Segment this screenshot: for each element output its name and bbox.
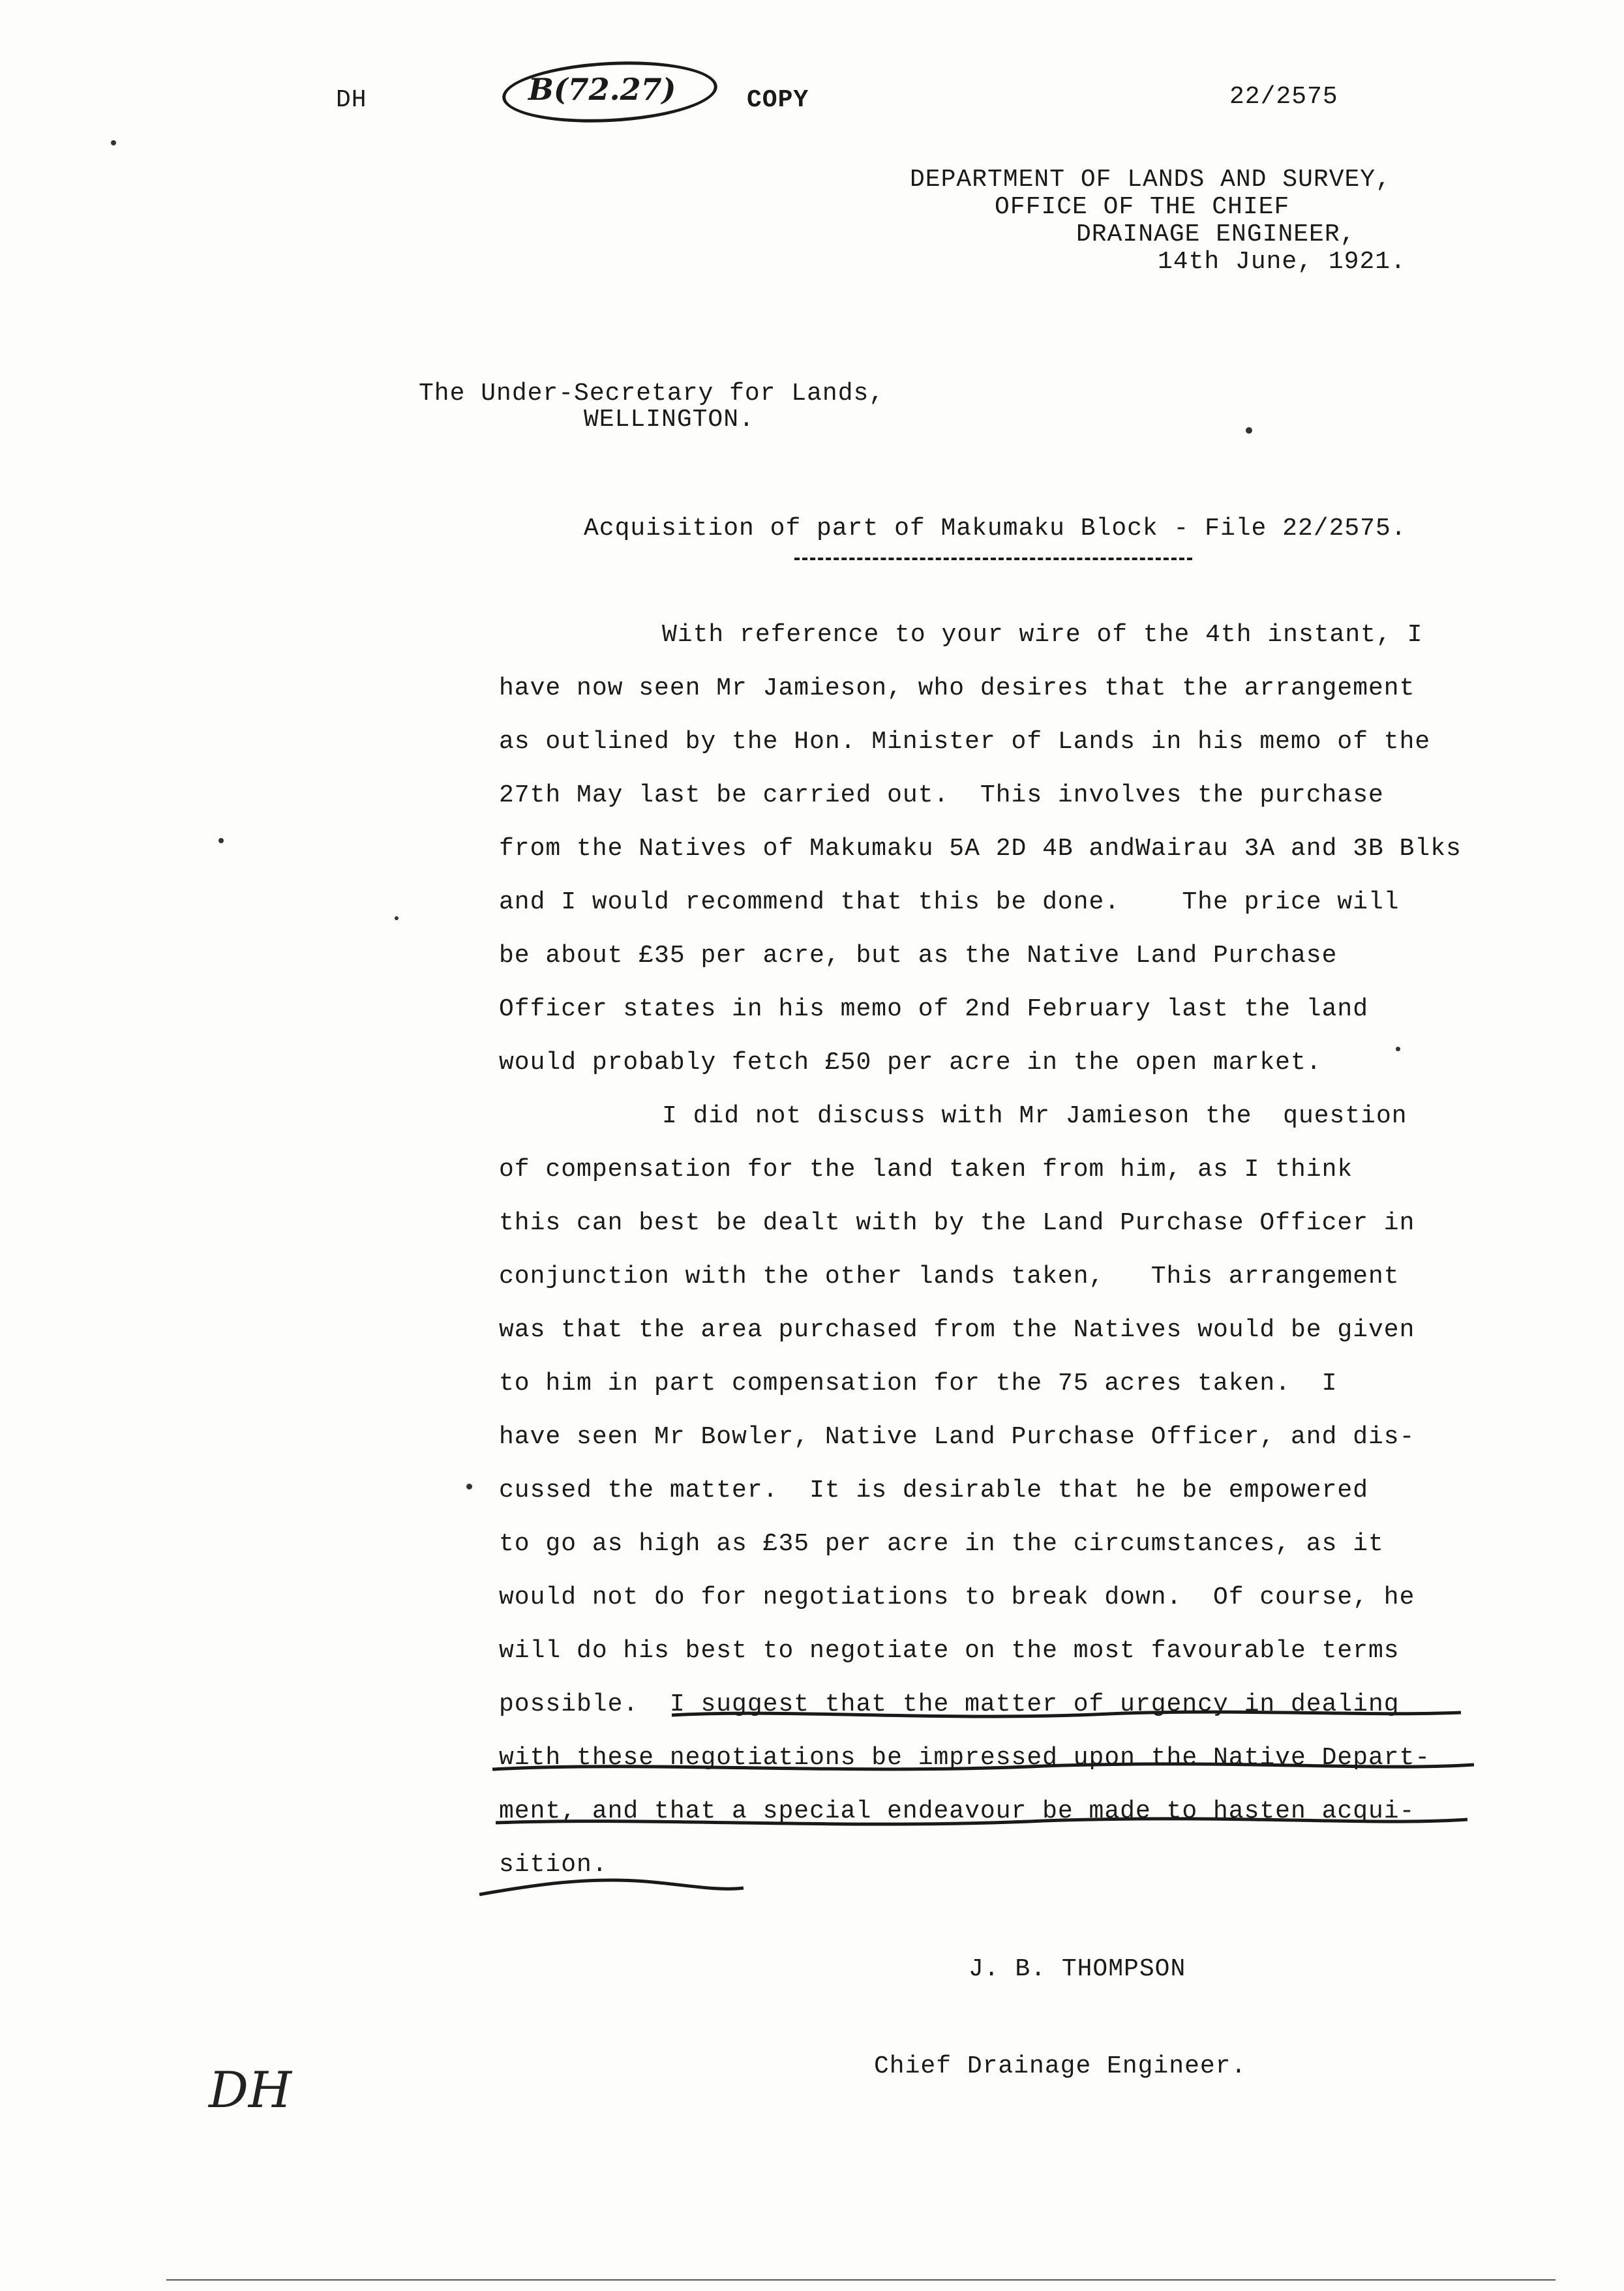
body-line: conjunction with the other lands taken, This arrangement <box>499 1263 1400 1291</box>
body-line: 27th May last be carried out. This involves the purchase <box>499 781 1384 809</box>
body-line: this can best be dealt with by the Land Purchase Officer in <box>499 1209 1415 1237</box>
body-line: of compensation for the land taken from him, as I think <box>499 1156 1353 1184</box>
scan-speck <box>1396 1047 1400 1051</box>
addressee-line-2: WELLINGTON. <box>584 406 755 434</box>
body-line: Officer states in his memo of 2nd February last the land <box>499 995 1369 1023</box>
body-line: from the Natives of Makumaku 5A 2D 4B andWairau 3A and 3B Blks <box>499 835 1462 863</box>
body-line: possible. I suggest that the matter of urgency in dealing <box>499 1690 1400 1718</box>
scan-speck <box>1246 427 1252 434</box>
body-line: With reference to your wire of the 4th instant, I <box>662 621 1423 649</box>
body-line: have now seen Mr Jamieson, who desires that the arrangement <box>499 674 1415 702</box>
body-line: with these negotiations be impressed upon the Native Depart- <box>499 1744 1431 1772</box>
body-line: was that the area purchased from the Natives would be given <box>499 1316 1415 1344</box>
body-line: be about £35 per acre, but as the Native Land Purchase <box>499 942 1338 970</box>
signatory-title: Chief Drainage Engineer. <box>874 2052 1247 2080</box>
body-line: and I would recommend that this be done. The price will <box>499 888 1400 916</box>
dh-mark: DH <box>336 86 367 114</box>
scan-speck <box>395 916 398 920</box>
body-line: would probably fetch £50 per acre in the open market. <box>499 1049 1322 1077</box>
department-line-3: DRAINAGE ENGINEER, <box>1076 220 1356 248</box>
margin-initials: DH <box>209 2061 292 2119</box>
scan-speck <box>218 838 224 843</box>
department-line-2: OFFICE OF THE CHIEF <box>995 193 1290 221</box>
addressee-line-1: The Under-Secretary for Lands, <box>419 380 885 408</box>
body-line: cussed the matter. It is desirable that he be empowered <box>499 1476 1369 1505</box>
department-line-1: DEPARTMENT OF LANDS AND SURVEY, <box>910 166 1391 194</box>
signatory-name: J. B. THOMPSON <box>969 1955 1186 1983</box>
subject-line: Acquisition of part of Makumaku Block - File 22/2575. <box>584 515 1407 543</box>
page-edge-rule <box>166 2279 1556 2281</box>
body-line: sition. <box>499 1851 608 1879</box>
body-line: to go as high as £35 per acre in the circumstances, as it <box>499 1530 1384 1558</box>
body-line: will do his best to negotiate on the most favourable terms <box>499 1637 1400 1665</box>
body-line: to him in part compensation for the 75 acres taken. I <box>499 1370 1338 1398</box>
body-line: would not do for negotiations to break down. Of course, he <box>499 1583 1415 1611</box>
body-line: I did not discuss with Mr Jamieson the question <box>662 1102 1407 1130</box>
body-line: have seen Mr Bowler, Native Land Purchase Officer, and dis- <box>499 1423 1415 1451</box>
letter-date: 14th June, 1921. <box>1158 248 1406 276</box>
copy-stamp: COPY <box>747 86 809 114</box>
scan-speck <box>466 1484 472 1490</box>
body-line: as outlined by the Hon. Minister of Lands in his memo of the <box>499 728 1431 756</box>
file-reference: 22/2575 <box>1229 83 1338 111</box>
scan-speck <box>111 140 116 145</box>
body-line: ment, and that a special endeavour be made to hasten acqui- <box>499 1797 1415 1825</box>
handwritten-ref: B(72.27) <box>528 72 676 107</box>
